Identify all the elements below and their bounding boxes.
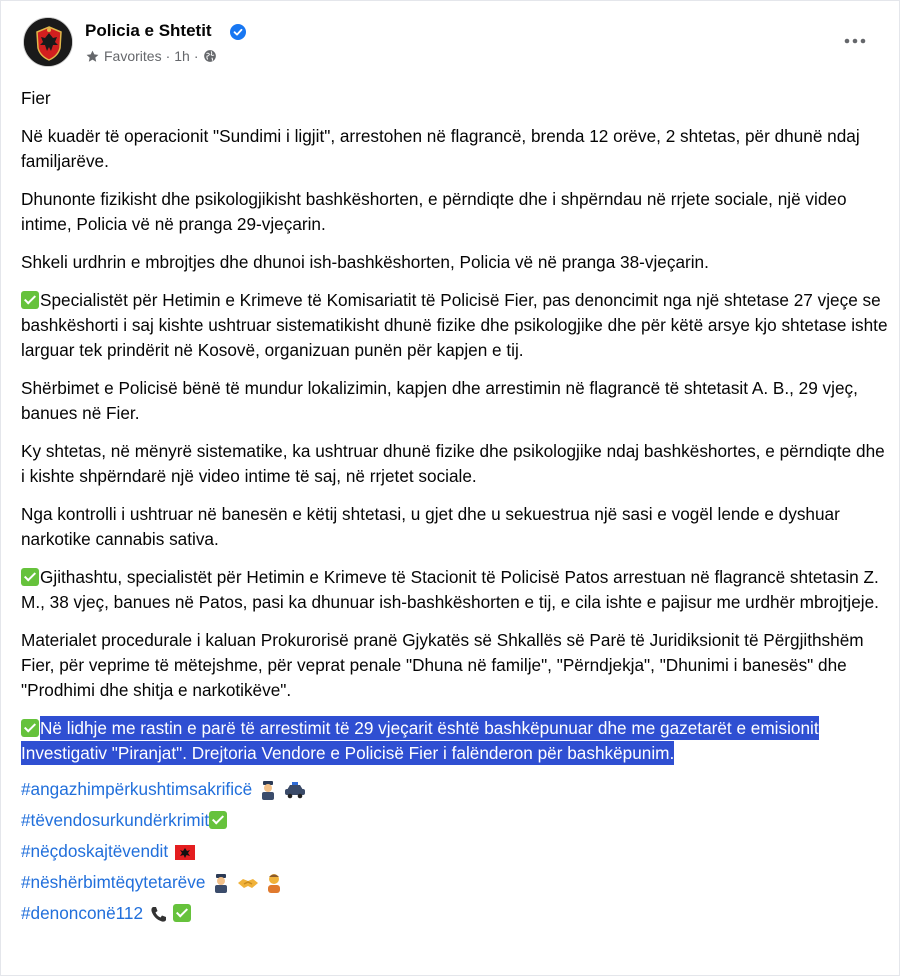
police-car-icon [284, 781, 306, 799]
post-paragraph-with-check [21, 565, 889, 615]
post-paragraph-text: Gjithashtu, specialistët për Hetimin e Krimeve të Stacionit të Policisë Patos arrestuan në flagrancë shtetasin Z. M., 38 vjeç, banues në Patos, pasi ka dhunuar ish-bashkëshorten e tij, e cila ishte e pajisur me urdhër mbrojtjeje. [21, 567, 879, 612]
person-icon [266, 873, 282, 893]
check-mark-icon [21, 719, 39, 737]
post-paragraph: Shkeli urdhrin e mbrojtjes dhe dhunoi ish-bashkëshorten, Policia vë në pranga 38-vjeçarin. [21, 252, 709, 272]
hashtag-link[interactable]: #tëvendosurkundërkrimit [21, 810, 210, 830]
hashtag-line [21, 774, 889, 805]
highlighted-paragraph[interactable] [21, 716, 889, 766]
post-paragraph: Dhunonte fizikisht dhe psikologjikisht bashkëshorten, e përndiqte dhe i shpërndau në rrjete sociale, një video intime, Policia vë në pranga 29-vjeçarin. [21, 189, 847, 234]
albania-flag-icon [175, 845, 195, 860]
hashtag-line [21, 836, 889, 867]
selected-text[interactable]: Në lidhje me rastin e parë të arrestimit të 29 vjeçarit është bashkëpunuar dhe me gazetarët e emisionit Investigativ "Piranjat". Drejtoria Vendore e Policisë Fier i falënderon për bashkëpunim. [21, 718, 819, 763]
post-header [23, 17, 883, 73]
more-icon [843, 38, 867, 44]
meta-dot: · [193, 48, 199, 64]
post-paragraph: Materialet procedurale i kaluan Prokurorisë pranë Gjykatës së Shkallës së Parë të Juridiksionit të Përgjithshëm Fier, për veprime të mëtejshme, për veprat penale "Dhuna në familje", "Përndjekja", "Dhunimi i banesës" dhe "Prodhimi dhe shitja e narkotikëve". [21, 630, 864, 700]
check-mark-icon [21, 291, 39, 309]
hashtag-list [21, 774, 889, 929]
post-paragraph: Nga kontrolli i ushtruar në banesën e këtij shtetasi, u gjet dhe u sekuestrua një sasi e vogël lende e dyshuar narkotike cannabis sativa. [21, 504, 840, 549]
check-mark-icon [21, 568, 39, 586]
hashtag-line [21, 898, 889, 929]
post-timestamp[interactable]: 1h [174, 48, 190, 64]
post-meta [85, 48, 217, 64]
check-mark-icon [173, 904, 191, 922]
post-paragraph-text: Specialistët për Hetimin e Krimeve të Komisariatit të Policisë Fier, pas denoncimit nga një shtetase 27 vjeçe se bashkëshorti i saj kishte ushtruar sistematikisht dhunë fizike dhe psikologjike dhe për këtë arsye kjo shtetase ishte larguar tek prindërit në Kosovë, organizuan punën për kapjen e tij. [21, 290, 888, 360]
post-paragraph-with-check [21, 288, 889, 363]
audience-label[interactable]: Favorites [104, 48, 162, 64]
globe-icon[interactable] [203, 49, 217, 63]
post-body [21, 86, 889, 929]
post-paragraph: Ky shtetas, në mënyrë sistematike, ka ushtruar dhunë fizike dhe psikologjike ndaj bashkëshortes, e përndiqte dhe i kishte shpërndarë një video intime të saj, në rrjetet sociale. [21, 441, 885, 486]
hashtag-link[interactable]: #nëçdoskajtëvendit [21, 841, 169, 861]
post-paragraph: Fier [21, 88, 51, 108]
meta-separator: · [165, 48, 171, 64]
hashtag-link[interactable]: #nëshërbimtëqytetarëve [21, 872, 206, 892]
post-paragraph: Në kuadër të operacionit "Sundimi i ligjit", arrestohen në flagrancë, brenda 12 orëve, 2 shtetas, për dhunë ndaj familjarëve. [21, 126, 860, 171]
avatar[interactable] [23, 17, 73, 67]
hashtag-line [21, 867, 889, 898]
police-emblem-icon [24, 18, 73, 67]
star-icon [85, 49, 100, 64]
check-mark-icon [209, 811, 227, 829]
police-officer-icon [212, 873, 230, 893]
post-paragraph: Shërbimet e Policisë bënë të mundur lokalizimin, kapjen dhe arrestimin në flagrancë të shtetasit A. B., 29 vjeç, banues në Fier. [21, 378, 858, 423]
verified-icon [230, 24, 246, 40]
hashtag-line [21, 805, 889, 836]
handshake-icon [237, 875, 259, 891]
police-officer-icon [259, 780, 277, 800]
telephone-icon [150, 905, 168, 923]
page-name[interactable]: Policia e Shtetit [85, 21, 212, 40]
more-options-button[interactable] [837, 29, 873, 53]
hashtag-link[interactable]: #denonconë112 [21, 903, 144, 923]
hashtag-link[interactable]: #angazhimpërkushtimsakrificë [21, 779, 253, 799]
